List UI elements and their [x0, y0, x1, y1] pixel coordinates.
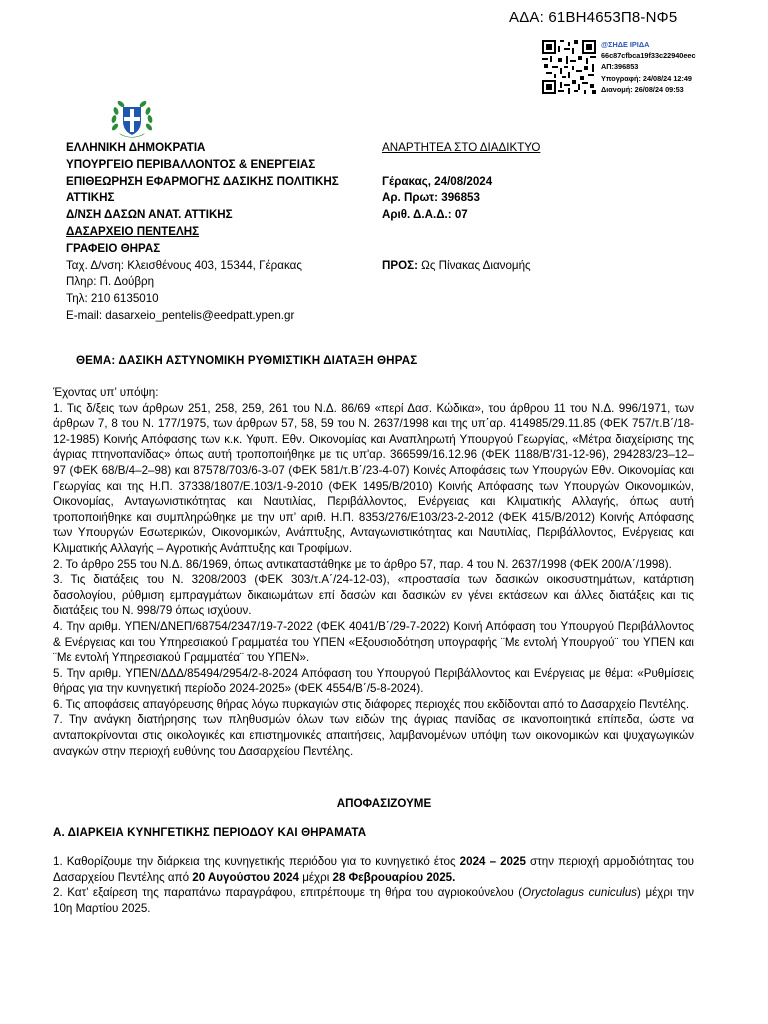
issuer-line-republic: ΕΛΛΗΝΙΚΗ ΔΗΜΟΚΡΑΤΙΑ: [66, 141, 206, 154]
signature-signed: Υπογραφή: 24/08/24 12:49: [601, 73, 692, 83]
issuer-header: [66, 140, 339, 325]
post-online-notice: ΑΝΑΡΤΗΤΕΑ ΣΤΟ ΔΙΑΔΙΚΤΥΟ: [382, 141, 541, 154]
issuer-line-attica: ΑΤΤΙΚΗΣ: [66, 191, 115, 205]
p2-text-2: ) μέχρι την 10η Μαρτίου 2025.: [53, 886, 694, 915]
consideration-item: 3. Τις διατάξεις του Ν. 3208/2003 (ΦΕΚ 303/τ.Α΄/24-12-03), «προστασία των δασικών οικοσυστημάτων, κατάρτιση δασολογίου, ρύθμιση εμπραγμάτων δικαιωμάτων επί δασών και δασικών εν γένει εκτάσεων και άλλες διατάξεις και τις διατάξεις του Ν. 998/79 όπως ισχύουν.: [53, 573, 694, 618]
considerations-section: [53, 385, 694, 759]
consideration-item: 7. Την ανάγκη διατήρησης των πληθυσμών όλων των ειδών της άγριας πανίδας σε ικανοποιητικά επίπεδα, ώστε να ανταποκρίνονται στις οικολογικές και επιστημονικές απαιτήσεις, λαμβανομένων υπόψη των οικονομικών και ψυχαγωγικών αναγκών στην περιοχή ευθύνης του Δασαρχείου Πεντέλης.: [53, 713, 694, 758]
consideration-item: 5. Την αριθμ. ΥΠΕΝ/ΔΔΔ/85494/2954/2-8-2024 Απόφαση του Υπουργού Περιβάλλοντος και Ενέργειας με θέμα: «Ρυθμίσεις θήρας για την κυνηγετική περίοδο 2024-2025» (ΦΕΚ 4554/Β΄/5-8-2024).: [53, 666, 694, 696]
protocol-number: Αρ. Πρωτ: 396853: [382, 191, 480, 205]
p1-text-1: 1. Καθορίζουμε την διάρκεια της κυνηγετικής περιόδου για το κυνηγετικό έτος: [53, 855, 460, 868]
greek-emblem-icon: [109, 99, 155, 141]
issuer-line-ministry: ΥΠΟΥΡΓΕΙΟ ΠΕΡΙΒΑΛΛΟΝΤΟΣ & ΕΝΕΡΓΕΙΑΣ: [66, 157, 316, 171]
issuer-address: Ταχ. Δ/νση: Κλεισθένους 403, 15344, Γέρακας: [66, 258, 302, 272]
recipient-line: [382, 258, 540, 275]
p1-end-date: 28 Φεβρουαρίου 2025.: [332, 870, 456, 884]
issuer-phone: Τηλ: 210 6135010: [66, 292, 159, 306]
consideration-item: 2. Το άρθρο 255 του Ν.Δ. 86/1969, όπως αντικαταστάθηκε με το άρθρο 57, παρ. 4 του Ν. 2637/1998 (ΦΕΚ 200/Α΄/1998).: [53, 557, 672, 571]
issuer-contact-person: Πληρ: Π. Δούβρη: [66, 275, 155, 289]
consideration-item: 6. Τις αποφάσεις απαγόρευσης θήρας λόγω πυρκαγιών στις διάφορες περιοχές που εκδίδονται από το Δασαρχείο Πεντέλης.: [53, 697, 690, 711]
signature-ap: ΑΠ:396853: [601, 62, 639, 72]
p1-hunting-year: 2024 – 2025: [459, 855, 526, 868]
ada-number: ΑΔΑ: 61ΒΗ4653Π8-ΝΦ5: [509, 9, 678, 26]
qr-code: [542, 40, 596, 94]
signature-hash: 66c87cfbca19f33c22940eec: [601, 51, 696, 61]
considerations-intro: Έχοντας υπ’ υπόψη:: [53, 386, 159, 399]
recipient-label: ΠΡΟΣ:: [382, 258, 418, 272]
p2-text-1: 2. Κατ’ εξαίρεση της παραπάνω παραγράφου, επιτρέπουμε τη θήρα του αγριοκούνελου (: [53, 886, 523, 900]
dad-number: Αριθ. Δ.Α.Δ.: 07: [382, 208, 468, 222]
issuer-line-hunting-office: ΓΡΑΦΕΙΟ ΘΗΡΑΣ: [66, 241, 161, 255]
digital-signature-block: [601, 39, 696, 95]
signature-brand: @ΣΗΔΕ ΙΡΙΔΑ: [601, 40, 650, 49]
signature-distributed: Διανομή: 26/08/24 09:53: [601, 84, 684, 94]
decision-heading: ΑΠΟΦΑΣΙΖΟΥΜΕ: [336, 797, 432, 810]
paragraph-2: [53, 885, 694, 916]
p1-start-date: 20 Αυγούστου 2024: [192, 870, 299, 884]
recipient-value: Ως Πίνακας Διανομής: [417, 258, 531, 272]
p1-text-3: μέχρι: [298, 870, 333, 884]
document-date: Γέρακας, 24/08/2024: [382, 174, 493, 188]
section-a-heading: Α. ΔΙΑΡΚΕΙΑ ΚΥΝΗΓΕΤΙΚΗΣ ΠΕΡΙΟΔΟΥ ΚΑΙ ΘΗΡΑΜΑΤΑ: [53, 826, 367, 839]
p2-species-name: Oryctolagus cuniculus: [522, 886, 637, 900]
consideration-item: 1. Τις δ/ξεις των άρθρων 251, 258, 259, 261 του Ν.Δ. 86/69 «περί Δασ. Κώδικα», του άρθρου 11 του Ν.Δ. 996/1971, των άρθρων 7, 8 του Ν. 177/1975, των άρθρων 57, 58, 59 του Ν. 2637/1998 και της υπ΄αρ. 414985/29.11.85 (ΦΕΚ 757/τ.Β΄/18-12-1985) Κοινής Απόφασης των κ.κ. Υφυπ. Εθν. Οικονομίας και Αναπληρωτή Υπουργού Γεωργίας, «Μέτρα διαχείρισης της άγριας πτηνοπανίδας» όπως αυτή τροποποιήθηκε με τις υπ'αρ. 366599/16.12.96 (ΦΕΚ 1188/Β'/31-12-96), 294283/23–12–97 (ΦΕΚ 68/Β/4–2–98) και 87578/703/6-3-07 (ΦΕΚ 581/τ.Β΄/23-4-07) Κοινές Αποφάσεις των Υπουργών Εθν. Οικονομίας και Γεωργίας και της Η.Π. 37338/1807/Ε.103/1-9-2010 (ΦΕΚ 1495/Β/2010) Κοινής Απόφασης των Υπουργών Οικονομικών, Οικονομίας, Ανταγωνιστικότητας και Ναυτιλίας, Περιβάλλοντος, Ενέργειας και Κλιματικής Αλλαγής, όπως αυτή τροποποιήθηκε και συμπληρώθηκε με την υπ’ αριθ. Η.Π. 8353/276/Ε103/23-2-2012 (ΦΕΚ 415/Β/2012) Κοινής Απόφασης των Υπουργών Εσωτερικών, Οικονομικών, Ανάπτυξης, Ανταγωνιστικότητας και Ναυτιλίας, Περιβάλλοντος, Ενέργειας και Κλιματικής Αλλαγής – Αγροτικής Ανάπτυξης και Τροφίμων.: [53, 401, 694, 555]
issuer-line-forestry-office: ΔΑΣΑΡΧΕΙΟ ΠΕΝΤΕΛΗΣ: [66, 224, 200, 238]
issuer-line-inspection: ΕΠΙΘΕΩΡΗΣΗ ΕΦΑΡΜΟΓΗΣ ΔΑΣΙΚΗΣ ΠΟΛΙΤΙΚΗΣ: [66, 174, 339, 188]
issuer-email: E-mail: dasarxeio_pentelis@eedpatt.ypen.gr: [66, 308, 295, 322]
document-subject: ΘΕΜΑ: ΔΑΣΙΚΗ ΑΣΤΥΝΟΜΙΚΗ ΡΥΘΜΙΣΤΙΚΗ ΔΙΑΤΑΞΗ ΘΗΡΑΣ: [76, 354, 418, 367]
p1-text-2: στην περιοχή αρμοδιότητας του Δασαρχείου Πεντέλης από: [53, 855, 694, 884]
issuer-line-directorate: Δ/ΝΣΗ ΔΑΣΩΝ ΑΝΑΤ. ΑΤΤΙΚΗΣ: [66, 208, 233, 222]
section-a-content: [53, 854, 694, 916]
consideration-item: 4. Την αριθμ. ΥΠΕΝ/ΔΝΕΠ/68754/2347/19-7-2022 (ΦΕΚ 4041/Β΄/29-7-2022) Κοινή Απόφαση του Υπουργού Περιβάλλοντος & Ενέργειας και του Υπηρεσιακού Γραμματέα του ΥΠΕΝ «Εξουσιοδότηση υπογραφής ¨Με εντολή Υπουργού¨ του ΥΠΕΝ και ¨Με εντολή Υπηρεσιακού Γραμματέα¨ του ΥΠΕΝ».: [53, 619, 694, 665]
paragraph-1: [53, 854, 694, 885]
document-meta: [382, 140, 540, 274]
